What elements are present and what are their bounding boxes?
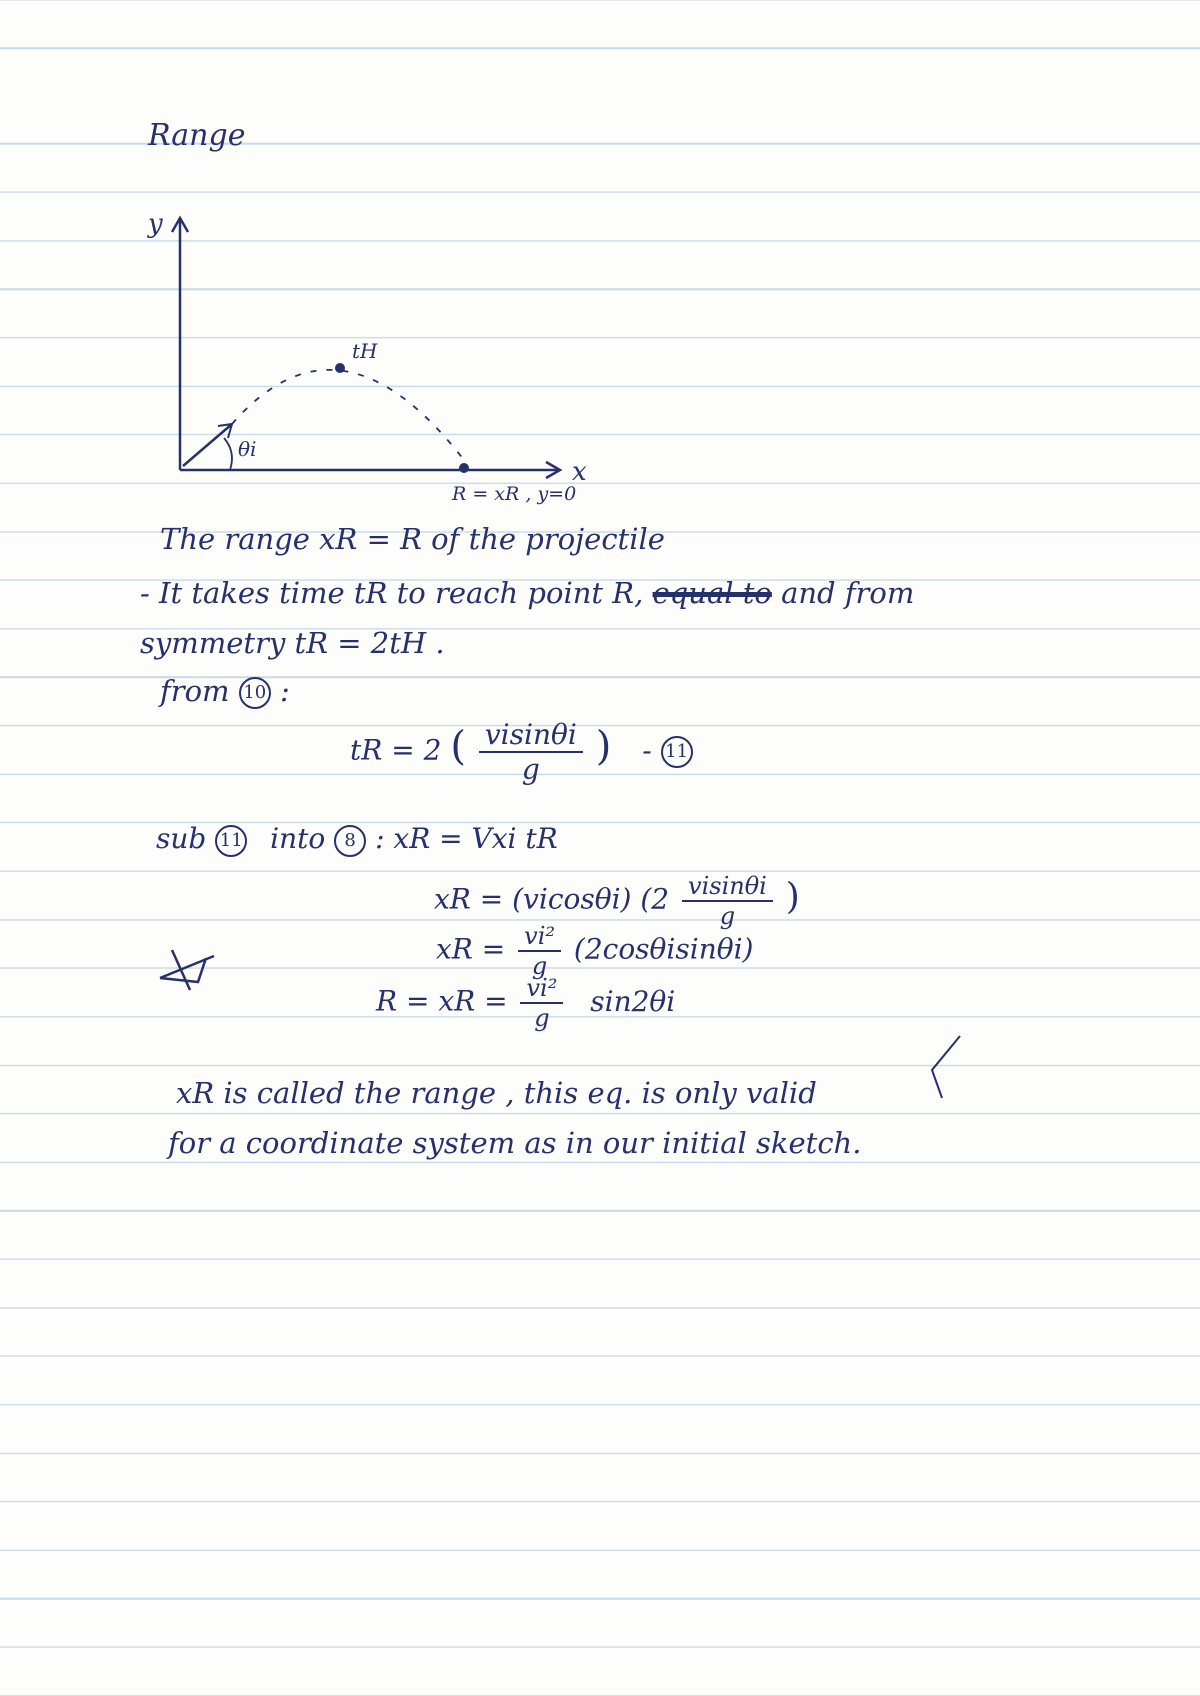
step1-numerator: visinθi bbox=[682, 872, 773, 902]
trajectory-path bbox=[232, 370, 464, 460]
text-line-1: The range xR = R of the projectile bbox=[160, 522, 665, 556]
substitution-line bbox=[156, 822, 558, 857]
text-line-2 bbox=[140, 576, 914, 610]
step3-numerator: vi² bbox=[520, 974, 563, 1004]
note-line-2: for a coordinate system as in our initial sketch. bbox=[168, 1126, 862, 1160]
velocity-vector bbox=[183, 424, 232, 466]
step1-start: xR = (vicosθi) (2 bbox=[434, 882, 670, 916]
sub-word: sub bbox=[156, 822, 207, 855]
text-line-4-start: from bbox=[160, 674, 230, 708]
step2-denominator: g bbox=[531, 952, 548, 980]
range-point-label: R = xR , y=0 bbox=[452, 483, 577, 505]
equation-11-fraction bbox=[479, 718, 583, 786]
sub-ref-circle-1: 11 bbox=[215, 825, 247, 857]
equation-11-denominator: g bbox=[521, 753, 540, 786]
sub-equation: : xR = Vxi tR bbox=[375, 822, 558, 855]
y-axis-label: y bbox=[148, 209, 163, 239]
text-line-4-end: : bbox=[280, 674, 290, 708]
bracket-mark bbox=[932, 1036, 960, 1098]
step3-start: R = xR = bbox=[376, 984, 508, 1018]
equation-11-lhs: tR = 2 bbox=[350, 733, 442, 767]
step2-end: (2cosθisinθi) bbox=[573, 932, 754, 966]
step1-denominator: g bbox=[719, 902, 736, 930]
star-icon bbox=[160, 950, 214, 990]
derivation-step-3 bbox=[376, 974, 675, 1032]
equation-11: tR = 2 ( $\frac{visin\theta i}{g}$ ) - 11 bbox=[350, 718, 693, 786]
text-line-4 bbox=[160, 674, 290, 709]
peak-point bbox=[335, 363, 345, 373]
text-line-3: symmetry tR = 2tH . bbox=[140, 626, 445, 660]
projectile-diagram bbox=[0, 0, 1200, 520]
text-line-2-end: and from bbox=[781, 576, 915, 610]
equation-11-tag: 11 bbox=[661, 736, 693, 768]
into-word: into bbox=[270, 822, 326, 855]
step3-fraction bbox=[520, 974, 563, 1032]
equation-ref-circle: 10 bbox=[239, 677, 271, 709]
step3-end: sin2θi bbox=[590, 984, 676, 1018]
range-point bbox=[459, 463, 469, 473]
step2-numerator: vi² bbox=[518, 922, 561, 952]
angle-label: θi bbox=[238, 437, 257, 461]
struck-out-text: equal to bbox=[652, 576, 772, 610]
equation-11-numerator: visinθi bbox=[479, 718, 583, 753]
angle-arc bbox=[224, 438, 232, 470]
peak-label: tH bbox=[352, 339, 378, 363]
text-line-2-start: - It takes time tR to reach point R, bbox=[140, 576, 644, 610]
step2-fraction bbox=[518, 922, 561, 980]
page-heading: Range bbox=[148, 118, 246, 153]
note-line-1: xR is called the range , this eq. is only valid bbox=[176, 1076, 817, 1110]
sub-ref-circle-2: 8 bbox=[334, 825, 366, 857]
step3-denominator: g bbox=[534, 1004, 550, 1032]
step2-start: xR = bbox=[436, 932, 506, 966]
derivation-step-2 bbox=[436, 922, 753, 980]
x-axis-label: x bbox=[572, 457, 587, 487]
step1-end: ) bbox=[785, 876, 800, 918]
